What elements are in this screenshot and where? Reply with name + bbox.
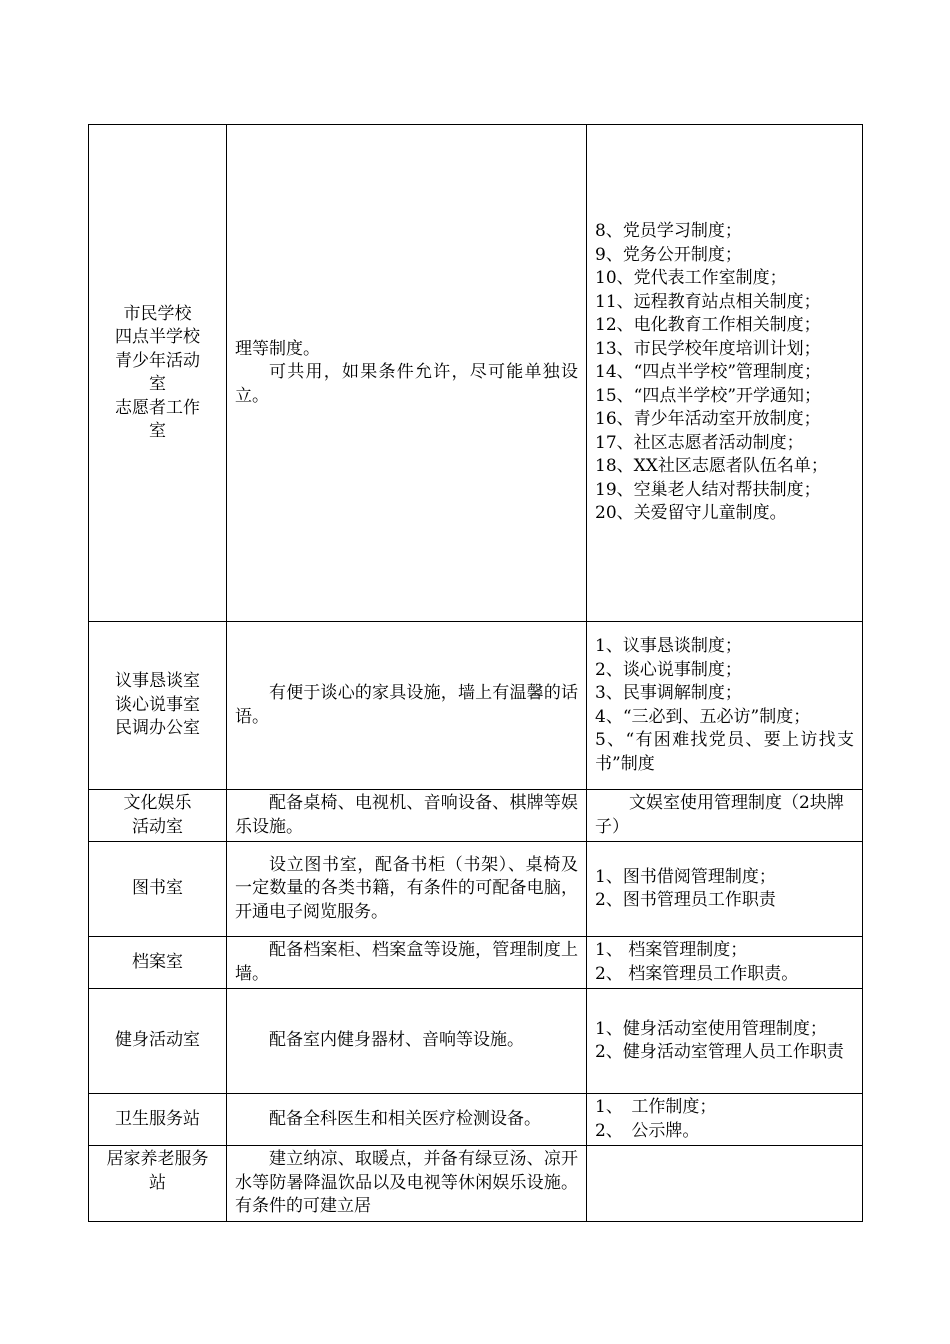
rule-item: 13、市民学校年度培训计划； <box>595 338 821 359</box>
requirement-cell: 配备全科医生和相关医疗检测设备。 <box>227 1094 587 1146</box>
requirement-text: 理等制度。 <box>235 338 320 359</box>
rule-item: 1、 工作制度； <box>595 1097 717 1117</box>
rule-item: 2、健身活动室管理人员工作职责 <box>595 1042 844 1062</box>
rules-cell <box>587 937 863 989</box>
rules-cell <box>587 989 863 1094</box>
room-name-cell <box>89 125 227 622</box>
table-row <box>89 125 863 622</box>
table-row <box>89 622 863 790</box>
rule-item: 1、 档案管理制度； <box>595 940 748 960</box>
rule-item: 12、电化教育工作相关制度； <box>595 315 821 336</box>
requirement-cell: 配备档案柜、档案盒等设施，管理制度上墙。 <box>227 937 587 989</box>
table-row <box>89 790 863 842</box>
room-name-line: 室 <box>149 421 166 441</box>
rule-item: 15、“四点半学校”开学通知； <box>595 385 822 406</box>
room-name-line: 居家养老服务 <box>106 1149 209 1169</box>
table-row <box>89 1094 863 1146</box>
room-name-cell <box>89 622 227 790</box>
requirement-cell: 配备桌椅、电视机、音响设备、棋牌等娱乐设施。 <box>227 790 587 842</box>
room-name-line: 青少年活动 <box>115 350 200 371</box>
rule-item: 8、党员学习制度； <box>595 221 742 242</box>
room-name-line: 议事恳谈室 <box>115 671 200 692</box>
rules-cell <box>587 842 863 937</box>
rule-item: 17、社区志愿者活动制度； <box>595 432 804 453</box>
room-name-cell <box>89 1146 227 1222</box>
requirement-text: 可共用，如果条件允许，尽可能单独设立。 <box>235 362 578 406</box>
room-name-cell <box>89 790 227 842</box>
requirement-cell: 配备室内健身器材、音响等设施。 <box>227 989 587 1094</box>
rules-cell <box>587 1146 863 1222</box>
room-name-line: 谈心说事室 <box>115 694 200 715</box>
requirement-cell: 建立纳凉、取暖点，并备有绿豆汤、凉开水等防暑降温饮品以及电视等休闲娱乐设施。有条件的可建立居 <box>227 1146 587 1222</box>
rules-cell: 文娱室使用管理制度（2块牌子） <box>587 790 863 842</box>
room-name-line: 市民学校 <box>123 303 192 324</box>
requirement-cell: 设立图书室，配备书柜（书架）、桌椅及一定数量的各类书籍，有条件的可配备电脑，开通电子阅览服务。 <box>227 842 587 937</box>
room-name-line: 图书室 <box>132 878 183 899</box>
room-name-line: 民调办公室 <box>115 718 200 739</box>
room-name-cell <box>89 989 227 1094</box>
rule-item: 5、“有困难找党员、要上访找支书”制度 <box>595 730 854 774</box>
rule-item: 2、 公示牌。 <box>595 1120 700 1141</box>
room-name-line: 档案室 <box>132 951 183 972</box>
rule-item: 18、XX社区志愿者队伍名单； <box>595 456 828 477</box>
rules-cell <box>587 622 863 790</box>
rule-item: 2、谈心说事制度； <box>595 659 742 680</box>
table-row <box>89 842 863 937</box>
facility-table <box>88 124 863 1222</box>
room-name-cell <box>89 1094 227 1146</box>
rule-item: 1、议事恳谈制度； <box>595 636 742 656</box>
room-name-line: 站 <box>149 1172 166 1193</box>
rule-item: 2、图书管理员工作职责 <box>595 890 776 910</box>
rule-item: 14、“四点半学校”管理制度； <box>595 362 822 383</box>
rule-item: 9、党务公开制度； <box>595 244 742 265</box>
room-name-line: 健身活动室 <box>115 1030 200 1051</box>
rule-item: 11、远程教育站点相关制度； <box>595 291 821 312</box>
rules-cell <box>587 1094 863 1146</box>
rules-cell <box>587 125 863 622</box>
room-name-line: 室 <box>149 374 166 394</box>
requirement-cell: 有便于谈心的家具设施，墙上有温馨的话语。 <box>227 622 587 790</box>
room-name-line: 四点半学校 <box>115 327 200 347</box>
requirement-cell <box>227 125 587 622</box>
table-row <box>89 989 863 1094</box>
rule-item: 10、党代表工作室制度； <box>595 268 787 289</box>
room-name-cell <box>89 937 227 989</box>
room-name-line: 志愿者工作 <box>115 397 200 418</box>
rule-item: 1、图书借阅管理制度； <box>595 866 776 887</box>
rule-item: 1、健身活动室使用管理制度； <box>595 1018 827 1039</box>
rule-item: 4、“三必到、五必访”制度； <box>595 706 811 727</box>
table-row <box>89 937 863 989</box>
rule-item: 2、 档案管理员工作职责。 <box>595 963 799 984</box>
room-name-cell <box>89 842 227 937</box>
rule-item: 3、民事调解制度； <box>595 683 742 703</box>
rule-item: 20、关爱留守儿童制度。 <box>595 503 787 524</box>
rule-item: 19、空巢老人结对帮扶制度； <box>595 479 821 500</box>
room-name-line: 卫生服务站 <box>115 1108 200 1129</box>
room-name-line: 活动室 <box>132 816 183 837</box>
rule-item: 16、青少年活动室开放制度； <box>595 409 821 430</box>
room-name-line: 文化娱乐 <box>123 793 192 813</box>
table-row <box>89 1146 863 1222</box>
